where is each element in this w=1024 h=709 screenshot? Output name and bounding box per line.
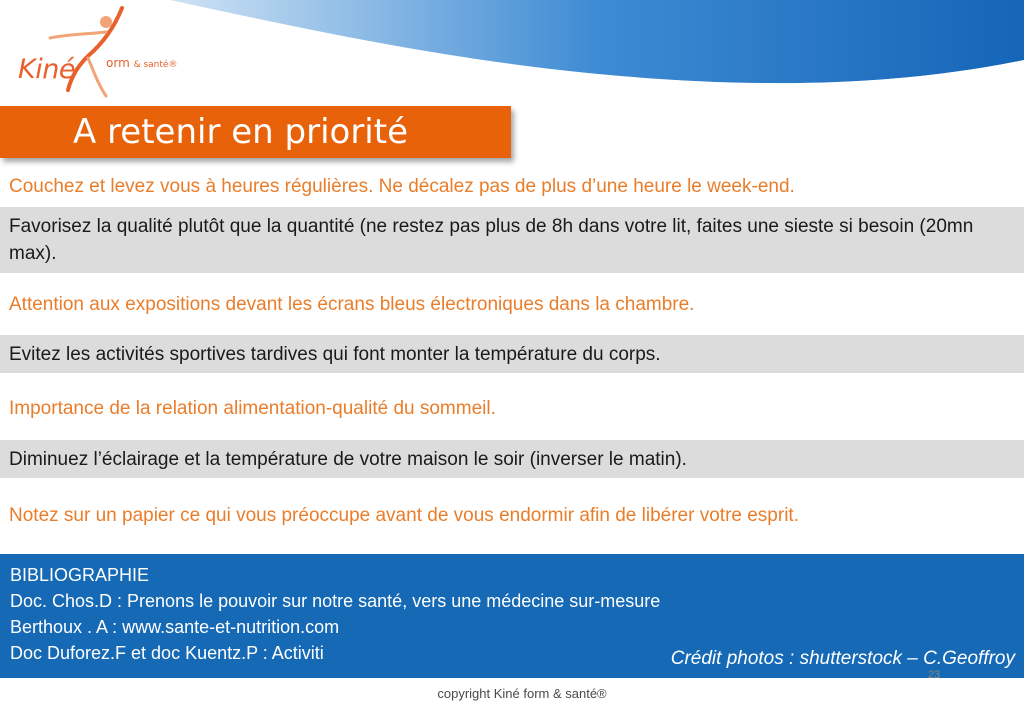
- logo-brand-form-text: orm: [106, 56, 130, 70]
- bibliography-line: Berthoux . A : www.sante-et-nutrition.com: [10, 617, 340, 637]
- bibliography-line: Doc. Chos.D : Prenons le pouvoir sur notre santé, vers une médecine sur-mesure: [10, 591, 661, 611]
- photo-credit: Crédit photos : shutterstock – C.Geoffroy: [670, 648, 1015, 669]
- list-item: Importance de la relation alimentation-qualité du sommeil.: [9, 398, 496, 419]
- logo-brand-form: [106, 56, 177, 70]
- logo-registered: ®: [168, 60, 178, 70]
- list-item: Notez sur un papier ce qui vous préoccupe avant de vous endormir afin de libérer votre esprit.: [9, 505, 799, 526]
- list-item: Evitez les activités sportives tardives qui font monter la température du corps.: [0, 335, 1024, 373]
- logo-brand-amp: & santé: [133, 60, 169, 70]
- list-item: Couchez et levez vous à heures régulières. Ne décalez pas de plus d’une heure le week-end.: [9, 176, 795, 197]
- list-item: Favorisez la qualité plutôt que la quantité (ne restez pas plus de 8h dans votre lit, faites une sieste si besoin (20mn max).: [0, 207, 1024, 273]
- bibliography-heading: BIBLIOGRAPHIE: [10, 565, 150, 585]
- page-title: A retenir en priorité: [0, 106, 511, 158]
- page-number: 23: [928, 669, 941, 681]
- bibliography-line: Doc Duforez.F et doc Kuentz.P : Activiti: [10, 643, 324, 663]
- copyright: copyright Kiné form & santé®: [437, 686, 607, 701]
- list-item: Attention aux expositions devant les écrans bleus électroniques dans la chambre.: [9, 294, 695, 315]
- list-item: Diminuez l’éclairage et la température de votre maison le soir (inverser le matin).: [0, 440, 1024, 478]
- logo-brand-main: Kiné: [18, 54, 75, 85]
- logo: [10, 4, 210, 104]
